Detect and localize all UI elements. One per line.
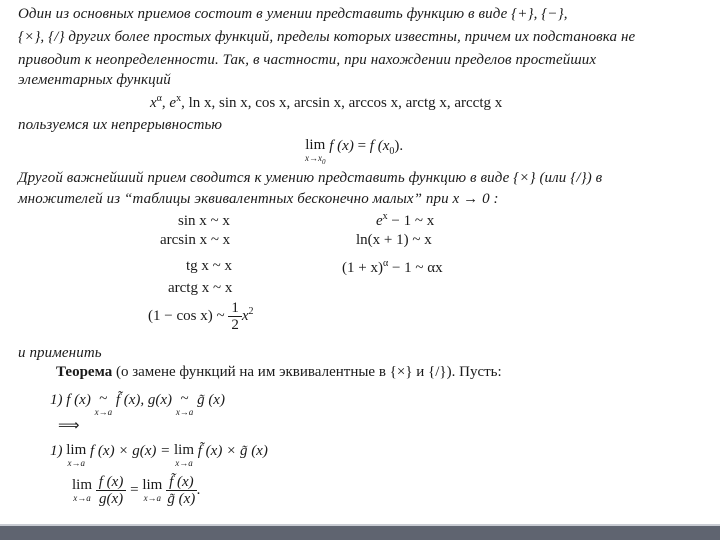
fraction-denominator: 2	[231, 317, 239, 333]
x-exponent: x	[176, 93, 182, 104]
f-of-x: f (x)	[66, 392, 91, 408]
tilde-operator-1	[95, 392, 113, 417]
lim-subscript-4: x→a	[143, 493, 162, 503]
square-exponent: 2	[248, 305, 254, 317]
para3-line1: Другой важнейший прием сводится к умению представить функцию в виде {×} (или {/}) в	[18, 170, 603, 186]
quotient-fraction-2	[166, 474, 197, 507]
condition-equivalence	[50, 392, 225, 417]
theorem-title: Теорема	[56, 364, 113, 380]
limit-operator-1	[66, 443, 86, 468]
equiv-ln-text: ln(x + 1) ~ x	[356, 232, 432, 248]
function-list-rest: , ln x, sin x, cos x, arcsin x, arccos x, arctg x, arcctg x	[181, 95, 503, 111]
lim-word-1: lim	[66, 442, 87, 458]
lim-word-4: lim	[142, 477, 163, 493]
elementary-functions: $x^\alpha$, $e^x$, ln x, sin x, cos x, arcsin x, arccos x, arctg x, arcctg x	[150, 93, 503, 111]
rhs-end: ).	[394, 138, 404, 154]
equiv-cos	[148, 300, 253, 333]
para1-line4: элементарных функций	[18, 72, 171, 88]
tilde-subscript-2: x→a	[175, 407, 194, 417]
alpha-exponent: α	[156, 93, 162, 104]
lim-subscript: x→x	[305, 153, 322, 163]
rhs-subscript: 0	[389, 146, 395, 157]
equiv-ln	[356, 232, 432, 249]
quotient-denominator-1: g(x)	[98, 491, 124, 507]
product-label: 1)	[50, 443, 63, 459]
implies-arrow: ⟹	[58, 418, 80, 434]
limit-operator-3	[72, 478, 92, 503]
lim-word-2: lim	[173, 442, 194, 458]
x-squared-base: x	[241, 308, 249, 324]
quotient-limit-formula	[72, 474, 200, 507]
equiv-power	[342, 258, 443, 277]
equiv-arcsin-text: arcsin x ~ x	[160, 232, 231, 248]
para4: и применить	[18, 345, 102, 361]
theorem-text: (о замене функций на им эквивалентные в {×} и {/}). Пусть:	[112, 364, 502, 380]
one-half-fraction	[228, 300, 242, 333]
limit-operator-2	[174, 443, 194, 468]
equiv-sin-text: sin x ~ x	[178, 213, 230, 229]
fraction-numerator: 1	[228, 300, 242, 317]
equiv-exp-rest: − 1 ~ x	[387, 213, 435, 229]
equiv-arctg	[168, 280, 232, 297]
product-limit-formula	[50, 443, 268, 468]
quotient-numerator-1: f (x)	[96, 474, 127, 491]
equiv-sin	[178, 213, 230, 230]
lim-subscript-1: x→a	[67, 458, 85, 468]
continuity-lhs: f (x)	[329, 138, 354, 154]
continuity-rhs: f (x	[369, 138, 390, 154]
equiv-tg-text: tg x ~ x	[186, 258, 233, 274]
quotient-denominator-2: g̃ (x)	[167, 491, 196, 507]
tilde-operator-2	[176, 392, 194, 417]
footer-stripe	[0, 524, 720, 526]
tilde-1: ~	[99, 391, 108, 407]
quotient-fraction-1	[96, 474, 127, 507]
lim-word-3: lim	[72, 477, 93, 493]
para1-line1: Один из основных приемов состоит в умении представить функцию в виде {+}, {−},	[18, 6, 568, 22]
equiv-tg	[186, 258, 232, 275]
equiv-cos-left: (1 − cos x) ~	[148, 308, 225, 324]
lim-subscript-2: x→a	[175, 458, 193, 468]
para2: пользуемся их непрерывностью	[18, 117, 223, 133]
product-lhs: f (x) × g(x) =	[90, 443, 171, 459]
tilde-2: ~	[180, 391, 189, 407]
limit-operator-4	[142, 478, 162, 503]
para3-line2: множителей из “таблицы эквивалентных бесконечно малых” при x → 0 :	[18, 191, 499, 207]
lim-word: lim	[305, 137, 326, 153]
quotient-end: .	[196, 482, 201, 498]
exp-exponent: x	[382, 211, 388, 222]
lim-subscript-3: x→a	[73, 493, 91, 503]
equiv-arcsin	[160, 232, 230, 249]
power-base: (1 + x)	[342, 260, 383, 276]
x-alpha: x	[150, 95, 157, 111]
limit-operator	[305, 138, 326, 167]
f-tilde-of-x: f̃ (x),	[115, 392, 145, 408]
e-base: e	[376, 213, 383, 229]
product-rhs: f̃ (x) × g̃ (x)	[197, 443, 268, 459]
continuity-formula	[305, 138, 403, 167]
e-power: e	[169, 95, 177, 111]
equiv-arctg-text: arctg x ~ x	[168, 280, 233, 296]
g-tilde-of-x: g̃ (x)	[197, 392, 225, 408]
equiv-exp	[376, 211, 434, 230]
slide-footer-bar	[0, 524, 720, 540]
para1-line3: приводит к неопределенности. Так, в частности, при нахождении пределов простейших	[18, 52, 597, 68]
theorem-statement	[56, 364, 502, 381]
tilde-subscript-1: x→a	[94, 407, 113, 417]
power-exponent: α	[382, 258, 389, 269]
quotient-equals: =	[130, 482, 139, 498]
condition-label: 1)	[50, 392, 63, 408]
equiv-power-rest: − 1 ~ αx	[388, 260, 443, 276]
quotient-numerator-2: f̃ (x)	[166, 474, 197, 491]
g-of-x: g(x)	[147, 392, 173, 408]
para1-line2: {×}, {/} других более простых функций, пределы которых известны, причем их подстановка не	[18, 29, 636, 45]
lim-subscript-index: 0	[322, 157, 326, 166]
equals-sign: =	[357, 138, 367, 154]
